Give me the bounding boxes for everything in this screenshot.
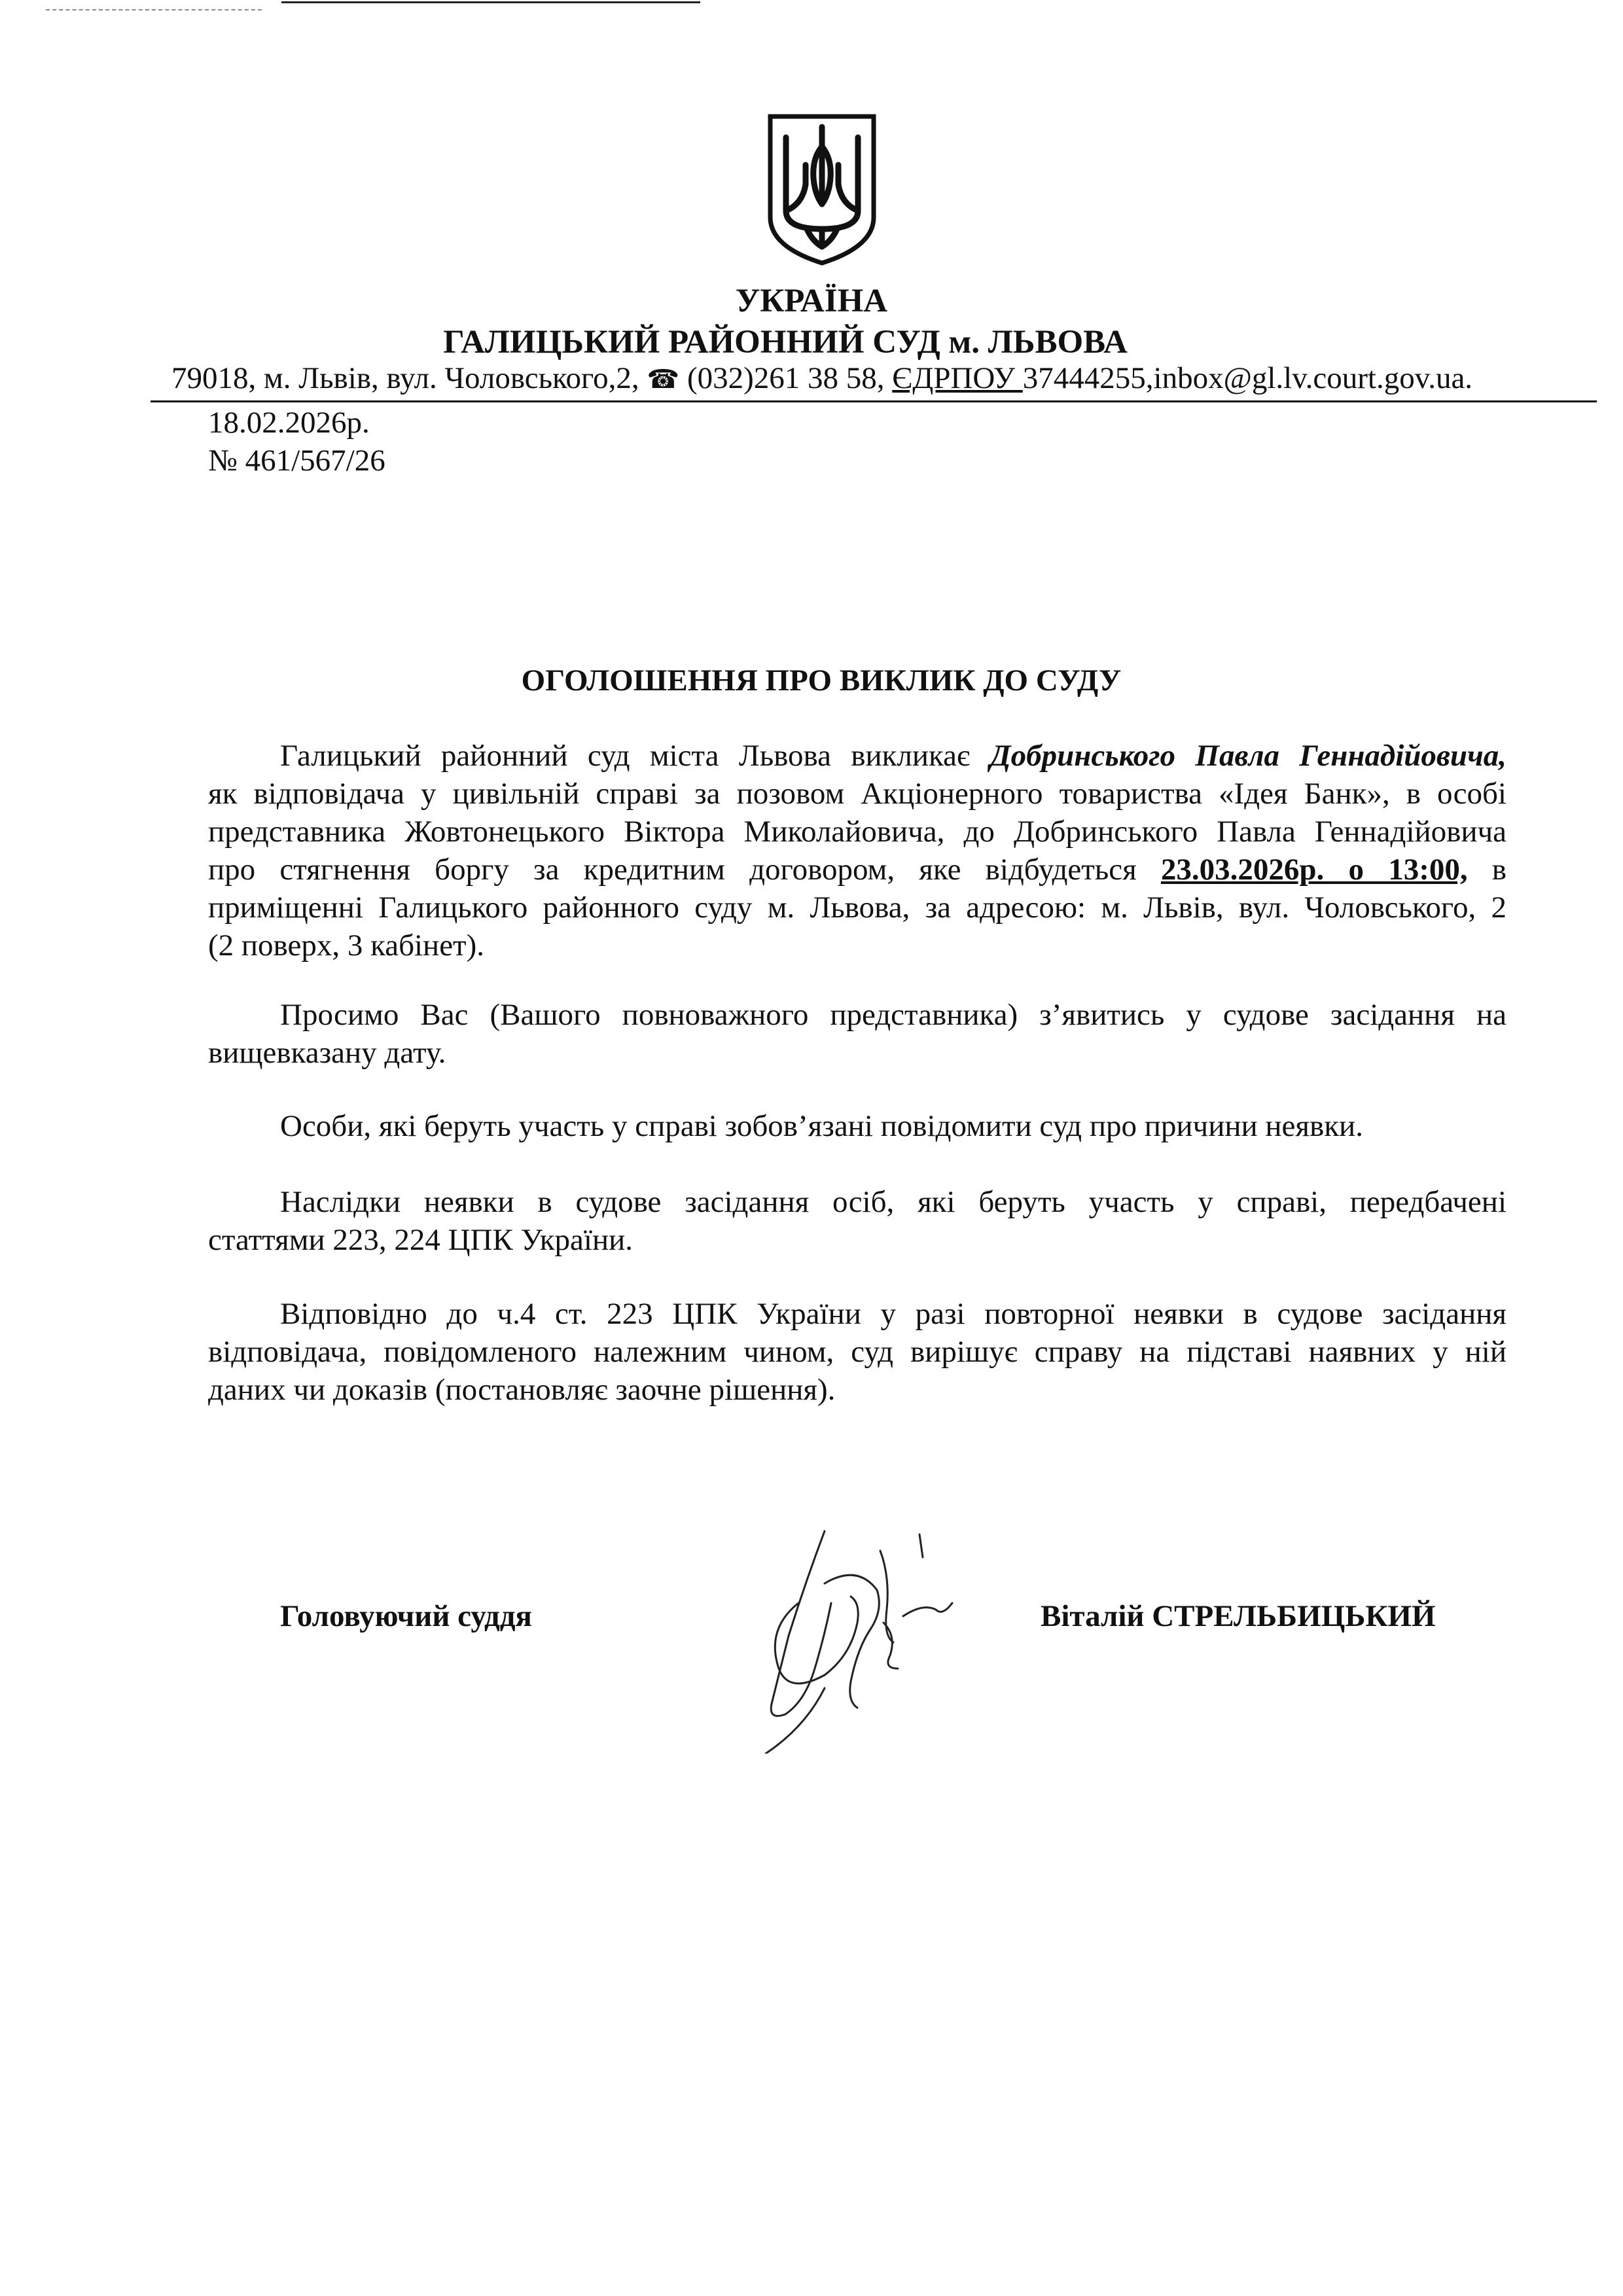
paragraph-default-judgment bbox=[208, 1295, 1507, 1409]
hearing-datetime: 23.03.2026р. о 13:00, bbox=[1160, 853, 1468, 887]
court-address-line bbox=[171, 360, 1472, 398]
text-line: вищевказану дату. bbox=[208, 1036, 446, 1070]
document-date: 18.02.2026р. bbox=[208, 406, 370, 440]
text-line: про стягнення боргу за кредитним договором, яке відбудеться 23.03.2026р. о 13:00, в bbox=[208, 853, 1507, 887]
text-line: Просимо Вас (Вашого повноважного представника) з’явитись у судове засідання на bbox=[280, 998, 1507, 1032]
phone-number: (032)261 38 58, bbox=[679, 361, 893, 395]
text-line: Особи, які беруть участь у справі зобов’язані повідомити суд про причини неявки. bbox=[280, 1109, 1363, 1143]
text-line: даних чи доказів (постановляє заочне рішення). bbox=[208, 1373, 836, 1407]
text-line: (2 поверх, 3 кабінет). bbox=[208, 928, 484, 963]
telephone-icon: ☎ bbox=[647, 364, 680, 395]
signatory-name: Віталій СТРЕЛЬБИЦЬКИЙ bbox=[1041, 1599, 1436, 1633]
paragraph-request bbox=[208, 996, 1507, 1072]
coat-of-arms-icon bbox=[766, 113, 878, 267]
text-line: Наслідки неявки в судове засідання осіб, які беруть участь у справі, передбачені bbox=[280, 1185, 1507, 1219]
court-name-heading: ГАЛИЦЬКИЙ РАЙОННИЙ СУД м. ЛЬВОВА bbox=[443, 324, 1128, 361]
edrpou-and-email: 37444255,inbox@gl.lv.court.gov.ua. bbox=[1022, 361, 1473, 395]
paragraph-consequences bbox=[208, 1183, 1507, 1259]
document-title: ОГОЛОШЕННЯ ПРО ВИКЛИК ДО СУДУ bbox=[521, 663, 1122, 698]
defendant-name: Добринського Павла Геннадійовича, bbox=[990, 739, 1507, 773]
text-line: Відповідно до ч.4 ст. 223 ЦПК України у разі повторної неявки в судове засідання bbox=[280, 1297, 1507, 1331]
text-line: статтями 223, 224 ЦПК України. bbox=[208, 1223, 633, 1257]
text-line: приміщенні Галицького районного суду м. Львова, за адресою: м. Львів, вул. Чоловського, 2 bbox=[208, 891, 1507, 925]
edrpou-label: ЄДРПОУ bbox=[892, 361, 1023, 395]
text-line: як відповідача у цивільній справі за позовом Акціонерного товариства «Ідея Банк», в особі bbox=[208, 777, 1507, 811]
scan-artifact-line bbox=[281, 1, 700, 3]
address-text: 79018, м. Львів, вул. Чоловського,2, bbox=[171, 361, 647, 395]
case-number: № 461/567/26 bbox=[208, 444, 385, 478]
paragraph-obligation bbox=[208, 1107, 1507, 1145]
text-line: відповідача, повідомленого належним чином, суд вирішує справу на підставі наявних у ній bbox=[208, 1335, 1507, 1369]
header-divider bbox=[151, 400, 1597, 402]
signatory-role: Головуючий суддя bbox=[280, 1599, 532, 1633]
scan-artifact-dashes bbox=[46, 9, 262, 10]
text-line: представника Жовтонецького Віктора Миколайовича, до Добринського Павла Геннадійовича bbox=[208, 815, 1507, 849]
paragraph-summons bbox=[208, 737, 1507, 964]
country-heading: УКРАЇНА bbox=[735, 283, 888, 319]
text-line: Галицький районний суд міста Львова викликає Добринського Павла Геннадійовича, bbox=[280, 739, 1507, 773]
handwritten-signature bbox=[726, 1505, 962, 1754]
